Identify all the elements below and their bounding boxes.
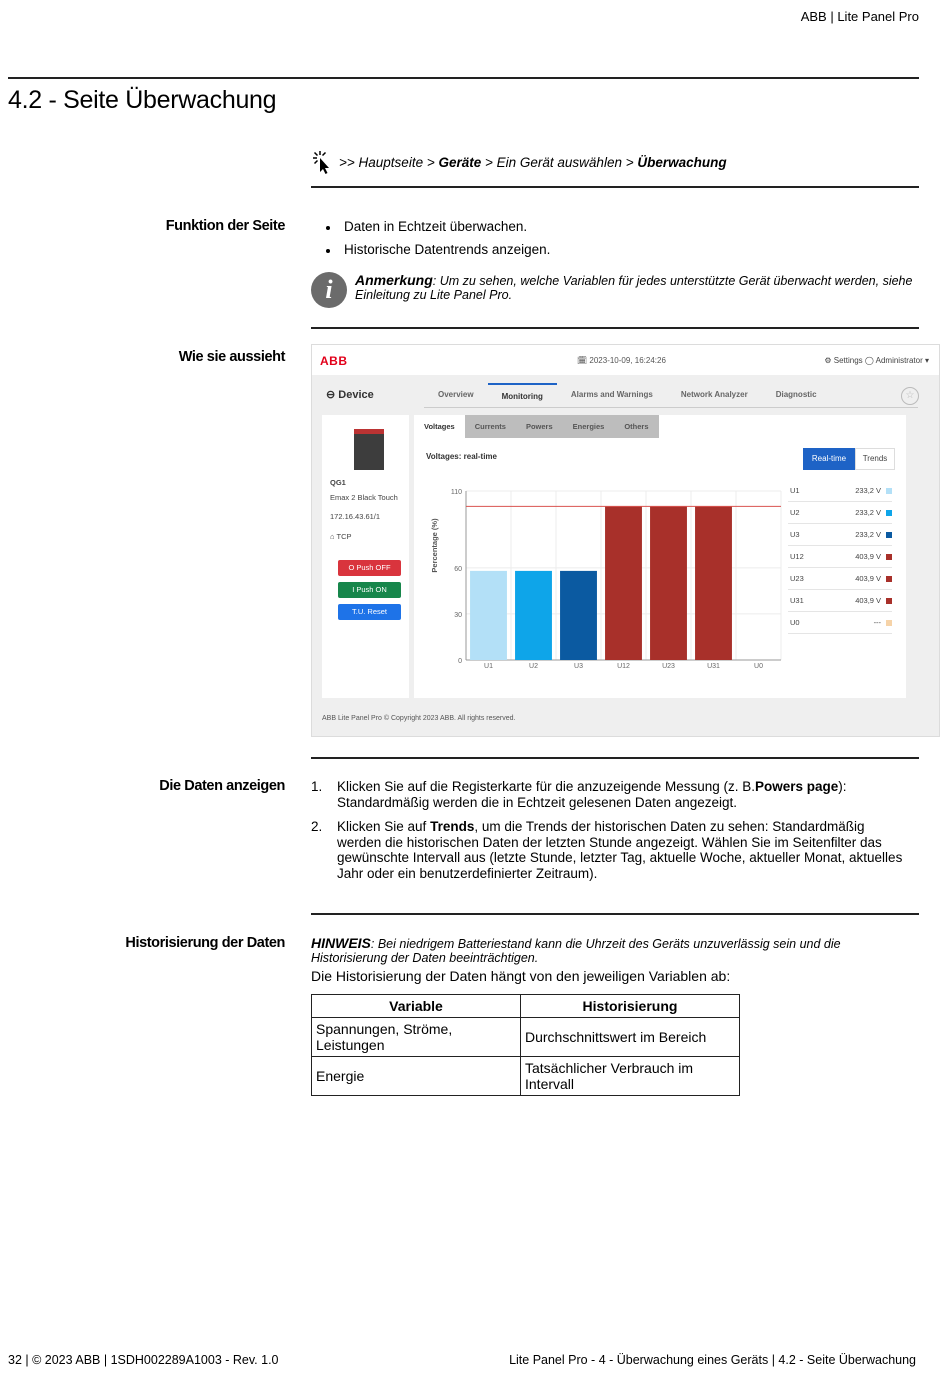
- label-anzeigen: Die Daten anzeigen: [159, 778, 285, 794]
- legend-row: [788, 524, 892, 546]
- trends-button: Trends: [855, 448, 895, 470]
- legend-name: U2: [790, 508, 800, 517]
- breadcrumb-prefix: >>: [339, 154, 359, 170]
- x-tick-label: U2: [529, 663, 538, 670]
- bar: [650, 506, 687, 660]
- legend-value: 233,2 V: [855, 530, 882, 539]
- legend-name: U0: [790, 618, 800, 627]
- x-tick-label: U31: [707, 663, 720, 670]
- datetime-text: 2023-10-09, 16:24:26: [589, 356, 666, 365]
- table-cell: Spannungen, Ströme, Leistungen: [312, 1018, 521, 1057]
- list-item: Historische Datentrends anzeigen.: [326, 242, 550, 257]
- star-icon: ☆: [901, 387, 919, 405]
- legend-row: [788, 612, 892, 634]
- list-text: , um die Trends der historischen Daten zu sehen: Standardmäßig werden die historischen Daten der letzten Stunde angezeigt. Wählen Sie im Seitenfilter das gewünschte Intervall aus (letzte Stunde, letzter Tag, aktuelle Woche, aktueller Monat, aktuelles Jahr oder ein benutzerdefinierter Zeitraum).: [337, 819, 903, 881]
- breadcrumb: [311, 150, 727, 174]
- separator: [311, 913, 919, 915]
- table-cell: Energie: [312, 1057, 521, 1096]
- shot-monitoring-panel: [414, 415, 906, 698]
- legend-swatch: [886, 598, 892, 604]
- shot-device-title: ⊖ Device: [326, 389, 374, 401]
- breadcrumb-part: Geräte: [438, 154, 482, 170]
- abb-logo: ABB: [320, 354, 348, 368]
- legend-row: [788, 590, 892, 612]
- subtab-currents: Currents: [465, 415, 516, 438]
- shot-main-tabs: [424, 383, 918, 408]
- table-header-row: [312, 995, 740, 1018]
- shot-tab-alarms: Alarms and Warnings: [570, 390, 653, 399]
- note-body: : Um zu sehen, welche Variablen für jedes unterstützte Gerät überwacht werden, siehe Einleitung zu Lite Panel Pro.: [355, 274, 913, 302]
- legend-value: ---: [873, 618, 882, 627]
- header-brand: ABB | Lite Panel Pro: [800, 9, 919, 24]
- shot-tab-diagnostic: Diagnostic: [775, 390, 817, 399]
- anzeigen-list: [311, 779, 911, 890]
- bar: [470, 571, 507, 660]
- shot-device-panel: [322, 415, 409, 698]
- cursor-click-icon: [311, 150, 333, 174]
- ui-screenshot: [311, 344, 940, 737]
- breadcrumb-text: [339, 155, 727, 170]
- legend-swatch: [886, 554, 892, 560]
- shot-topbar: [312, 345, 939, 375]
- table-header: Historisierung: [521, 995, 740, 1018]
- shot-tab-monitoring: Monitoring: [488, 383, 557, 407]
- shot-tab-overview: Overview: [438, 390, 474, 399]
- legend-value: 403,9 V: [855, 552, 882, 561]
- footer-right: Lite Panel Pro - 4 - Überwachung eines Geräts | 4.2 - Seite Überwachung: [509, 1353, 916, 1367]
- y-tick-label: 110: [450, 489, 462, 496]
- x-tick-label: U1: [484, 663, 493, 670]
- legend-value: 233,2 V: [855, 508, 882, 517]
- breadcrumb-part: Überwachung: [637, 154, 727, 170]
- x-tick-label: U12: [617, 663, 630, 670]
- label-funktion: Funktion der Seite: [165, 218, 285, 234]
- push-on-button: I Push ON: [338, 582, 401, 598]
- legend-name: U23: [790, 574, 804, 583]
- legend-name: U12: [790, 552, 804, 561]
- note: [311, 272, 931, 308]
- device-protocol: ⌂ TCP: [330, 532, 352, 541]
- legend-row: [788, 568, 892, 590]
- label-historisierung: Historisierung der Daten: [125, 935, 285, 951]
- legend-row: [788, 480, 892, 502]
- separator: [311, 186, 919, 188]
- legend-swatch: [886, 620, 892, 626]
- subtab-others: Others: [614, 415, 658, 438]
- hinweis-lead: HINWEIS: [311, 935, 371, 951]
- shot-sub-tabs: [414, 415, 659, 438]
- bar: [560, 571, 597, 660]
- legend-row: [788, 502, 892, 524]
- list-number: 2.: [311, 819, 323, 834]
- device-title-text: Device: [338, 389, 374, 401]
- legend-value: 233,2 V: [855, 486, 882, 495]
- info-icon: i: [311, 272, 347, 308]
- legend-swatch: [886, 488, 892, 494]
- shot-datetime: 🗓 2023-10-09, 16:24:26: [577, 356, 666, 365]
- voltage-legend: [788, 480, 892, 634]
- x-tick-label: U0: [754, 663, 763, 670]
- legend-name: U31: [790, 596, 804, 605]
- list-text: Klicken Sie auf die Registerkarte für die anzuzeigende Messung (z. B.: [337, 779, 755, 794]
- header-rule: [8, 77, 919, 79]
- separator: [311, 757, 919, 759]
- list-number: 1.: [311, 779, 323, 794]
- list-text: Klicken Sie auf: [337, 819, 431, 834]
- y-axis-label: Percentage (%): [430, 518, 439, 573]
- device-name: QG1: [330, 478, 346, 487]
- shot-footer: ABB Lite Panel Pro © Copyright 2023 ABB. All rights reserved.: [322, 715, 516, 722]
- section-title: 4.2 - Seite Überwachung: [8, 86, 277, 114]
- x-tick-label: U23: [662, 663, 675, 670]
- breadcrumb-part: Hauptseite: [358, 154, 424, 170]
- breaker-image: [354, 429, 384, 470]
- voltage-chart: [426, 475, 784, 675]
- list-item: [311, 779, 911, 810]
- x-tick-label: U3: [574, 663, 583, 670]
- realtime-button: Real-time: [803, 448, 855, 470]
- legend-swatch: [886, 510, 892, 516]
- device-address: 172.16.43.61/1: [330, 512, 381, 521]
- reset-button: T.U. Reset: [338, 604, 401, 620]
- legend-name: U3: [790, 530, 800, 539]
- historisierung-table: [311, 994, 740, 1096]
- table-cell: Durchschnittswert im Bereich: [521, 1018, 740, 1057]
- legend-swatch: [886, 576, 892, 582]
- histo-intro: Die Historisierung der Daten hängt von den jeweiligen Variablen ab:: [311, 968, 731, 984]
- subtab-energies: Energies: [563, 415, 615, 438]
- device-model: Emax 2 Black Touch: [330, 493, 398, 502]
- hinweis-text: : Bei niedrigem Batteriestand kann die Uhrzeit des Geräts unzuverlässig sein und die Historisierung der Daten beeinträchtigen.: [311, 937, 841, 965]
- shot-settings: ⚙ Settings ◯ Administrator ▾: [824, 356, 929, 365]
- push-off-button: O Push OFF: [338, 560, 401, 576]
- note-lead: Anmerkung: [355, 272, 433, 288]
- list-text: Trends: [430, 819, 475, 834]
- y-tick-label: 30: [454, 611, 462, 619]
- chart-title: Voltages: real-time: [426, 452, 497, 461]
- list-item: Daten in Echtzeit überwachen.: [326, 219, 550, 234]
- hinweis: [311, 936, 916, 965]
- table-cell: Tatsächlicher Verbrauch im Intervall: [521, 1057, 740, 1096]
- legend-row: [788, 546, 892, 568]
- subtab-voltages: Voltages: [414, 415, 465, 438]
- y-tick-label: 60: [454, 565, 462, 573]
- legend-value: 403,9 V: [855, 596, 882, 605]
- list-text: ): Standardmäßig werden die in Echtzeit gelesenen Daten angezeigt.: [337, 779, 847, 810]
- shot-tab-network-analyzer: Network Analyzer: [680, 390, 748, 399]
- subtab-powers: Powers: [516, 415, 563, 438]
- protocol-text: TCP: [336, 532, 352, 541]
- label-aussehen: Wie sie aussieht: [178, 349, 285, 365]
- breadcrumb-part: > Ein Gerät auswählen >: [481, 154, 638, 170]
- bar: [605, 506, 642, 660]
- footer-left: 32 | © 2023 ABB | 1SDH002289A1003 - Rev. 1.0: [8, 1353, 279, 1367]
- bar: [515, 571, 552, 660]
- list-text: Powers page: [754, 779, 839, 794]
- bar: [695, 506, 732, 660]
- table-row: [312, 1057, 740, 1096]
- legend-value: 403,9 V: [855, 574, 882, 583]
- table-header: Variable: [312, 995, 521, 1018]
- legend-swatch: [886, 532, 892, 538]
- funktion-list: [326, 219, 550, 265]
- note-text: [355, 272, 931, 308]
- breadcrumb-part: >: [423, 154, 439, 170]
- separator: [311, 327, 919, 329]
- legend-name: U1: [790, 486, 800, 495]
- list-item: [311, 819, 911, 881]
- y-tick-label: 0: [458, 658, 462, 665]
- table-row: [312, 1018, 740, 1057]
